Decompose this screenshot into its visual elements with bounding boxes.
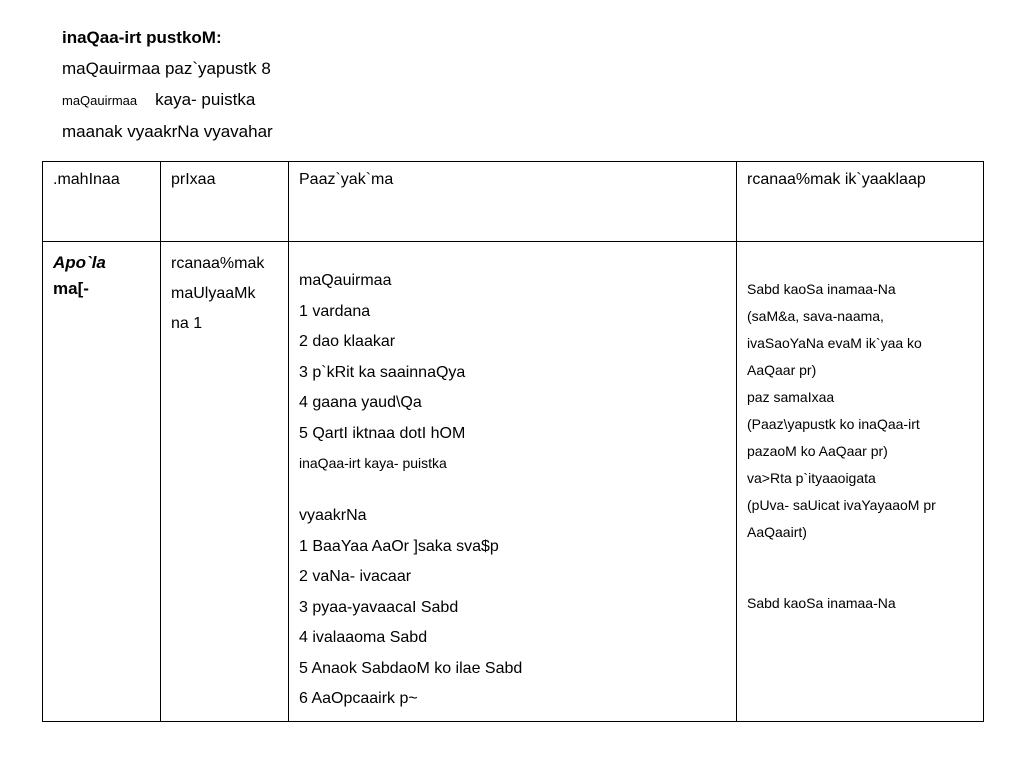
activity-line: paz samaIxaa	[747, 389, 835, 405]
activity-line: (Paaz\yapustk ko inaQaa-irt	[747, 416, 920, 432]
intro-title: inaQaa-irt pustkoM:	[62, 28, 222, 47]
activity-line: ivaSaoYaNa evaM ik`yaa ko	[747, 335, 922, 351]
content-item: 1 vardana	[299, 302, 371, 320]
content-section-2-title: vyaakrNa	[299, 507, 367, 524]
content-item: 4 ivalaaoma Sabd	[299, 629, 428, 646]
content-item: 2 dao klaakar	[299, 333, 396, 350]
syllabus-table	[42, 161, 984, 722]
intro-line-2-b: kaya- puistka	[155, 90, 256, 109]
content-item: 3 pyaa-yavaacaI Sabd	[299, 598, 459, 616]
content-section-1-title: maQauirmaa	[299, 272, 392, 289]
header-month: .mahInaa	[43, 162, 161, 242]
intro-line-2	[62, 84, 273, 116]
month-line-2: ma[-	[53, 279, 89, 298]
header-content: Paaz`yak`ma	[289, 162, 737, 242]
content-item: 6 AaOpcaairk p~	[299, 690, 418, 707]
activity-line: va>Rta p`ityaaoigata	[747, 470, 876, 486]
activity-line-last: Sabd kaoSa inamaa-Na	[747, 595, 896, 611]
header-activity: rcanaa%mak ik`yaaklaap	[737, 162, 984, 242]
activity-line: AaQaar pr)	[747, 362, 817, 378]
intro-block	[62, 22, 273, 147]
activity-line: (pUva- saUicat ivaYayaaoM pr	[747, 497, 936, 513]
table-row	[43, 242, 984, 722]
content-item: 5 Anaok SabdaoM ko ilae Sabd	[299, 659, 523, 677]
chapter-line-3: na 1	[171, 315, 203, 332]
intro-line-2-a: maQauirmaa	[62, 93, 138, 108]
content-item: 5 QartI iktnaa dotI hOM	[299, 424, 466, 442]
chapter-line-2: maUlyaaMk	[171, 285, 256, 302]
activity-line: pazaoM ko AaQaar pr)	[747, 443, 888, 459]
activity-line: (saM&a, sava-naama,	[747, 308, 884, 324]
table-header-row	[43, 162, 984, 242]
chapter-line-1: rcanaa%mak	[171, 255, 265, 272]
header-chapter: prIxaa	[161, 162, 289, 242]
intro-line-3: maanak vyaakrNa vyavahar	[62, 122, 273, 141]
content-item: 4 gaana yaud\Qa	[299, 394, 422, 411]
content-item: 3 p`kRit ka saainnaQya	[299, 363, 466, 381]
cell-content	[289, 242, 737, 722]
activity-line: AaQaairt)	[747, 524, 807, 540]
content-item: 1 BaaYaa AaOr ]saka sva$p	[299, 537, 499, 555]
cell-activity	[737, 242, 984, 722]
intro-line-1: maQauirmaa paz`yapustk 8	[62, 59, 271, 78]
activity-line: Sabd kaoSa inamaa-Na	[747, 281, 896, 297]
cell-chapter	[161, 242, 289, 722]
content-section-1-sub: inaQaa-irt kaya- puistka	[299, 455, 447, 471]
cell-month	[43, 242, 161, 722]
month-line-1: Apo`la	[53, 253, 106, 272]
content-item: 2 vaNa- ivacaar	[299, 568, 412, 585]
